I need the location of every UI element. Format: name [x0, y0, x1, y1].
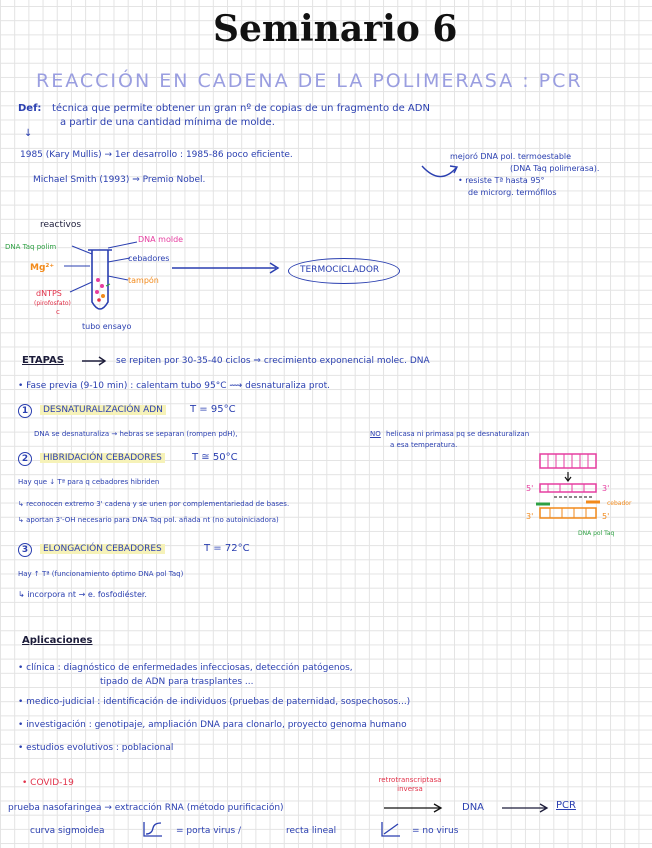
molde-label: DNA molde [138, 235, 184, 244]
step1-desc3: a esa temperatura. [390, 441, 458, 449]
page-title: Seminario 6 [213, 8, 458, 50]
step2-line3: ↳ aportan 3'-OH necesario para DNA Taq pol. añada nt (no autoiniciadora) [18, 516, 279, 524]
recta-lineal-label: recta lineal [286, 826, 337, 836]
arrow-down-icon: ↓ [24, 128, 33, 139]
aplicacion-clinica: • clínica : diagnóstico de enfermedades infecciosas, detección patógenos, [18, 663, 353, 673]
no-virus-label: = no virus [412, 826, 459, 836]
label-3prime-a: 3' [602, 484, 610, 493]
arrow-to-pcr [502, 803, 550, 813]
aplicaciones-label: Aplicaciones [22, 635, 93, 646]
curved-arrow-icon [420, 162, 460, 182]
reagent-arrows [40, 234, 140, 304]
history-note3: • resiste Tª hasta 95° [458, 176, 545, 185]
etapas-summary: se repiten por 30-35-40 ciclos ⇒ crecimiento exponencial molec. DNA [116, 356, 430, 366]
step2-temp: T ≅ 50°C [192, 452, 238, 463]
step2-line1: Hay que ↓ Tª para q cebadores hibriden [18, 478, 160, 486]
step3-line1: Hay ↑ Tª (funcionamiento óptimo DNA pol Taq) [18, 570, 184, 578]
cebadores-label: cebadores [128, 254, 170, 263]
aplicacion-medico-judicial: • medico-judicial : identificación de individuos (pruebas de paternidad, sospechosos...) [18, 697, 411, 707]
curva-sigmoidea-label: curva sigmoidea [30, 826, 105, 836]
dntps-sub-label: (pirofosfato) [34, 300, 71, 307]
hybridization-diagram [530, 450, 640, 540]
step3-title: ELONGACIÓN CEBADORES [40, 544, 165, 554]
step1-desc2: helicasa ni primasa pq se desnaturalizan [386, 430, 530, 438]
dna-pol-taq-label: DNA pol Taq [578, 530, 615, 537]
step1-no: NO [370, 430, 381, 438]
tampon-label: tampón [128, 276, 159, 285]
retrotranscriptasa-label: retrotranscriptasa inversa [378, 776, 442, 793]
reactivos-label: reactivos [40, 220, 82, 230]
history-line2: Michael Smith (1993) ⇒ Premio Nobel. [33, 175, 206, 185]
arrow-to-dna [384, 803, 444, 813]
step3-line2: ↳ incorpora nt → e. fosfodiéster. [18, 590, 147, 599]
taq-label: DNA Taq polim [5, 243, 57, 251]
pcr-label: PCR [556, 800, 576, 811]
definition-label: Def: [18, 103, 42, 114]
step2-number: 2 [18, 452, 32, 466]
step1-temp: T = 95°C [190, 404, 236, 415]
tubo-label: tubo ensayo [82, 322, 132, 331]
mg-label: Mg²⁺ [30, 263, 55, 273]
step1-number: 1 [18, 404, 32, 418]
history-note1: mejoró DNA pol. termoestable [450, 152, 572, 161]
etapas-label: ETAPAS [22, 355, 64, 366]
definition-line2: a partir de una cantidad mínima de molde. [60, 117, 275, 128]
label-3prime-b: 3' [526, 512, 534, 521]
termociclador-label: TERMOCICLADOR [300, 265, 380, 275]
definition-line1: técnica que permite obtener un gran nº de copias de un fragmento de ADN [52, 103, 430, 114]
dntps-label: dNTPS [36, 289, 62, 298]
label-5prime-b: 5' [602, 512, 610, 521]
label-5prime-a: 5' [526, 484, 534, 493]
covid-flow: prueba nasofaringea → extracción RNA (método purificación) [8, 803, 284, 813]
history-note2: (DNA Taq polimerasa). [510, 164, 600, 173]
porta-virus-label: = porta virus / [176, 826, 242, 836]
linear-curve-icon [380, 820, 402, 838]
arrow-right-icon [82, 356, 108, 366]
fase-previa: • Fase previa (9-10 min) : calentam tubo 95°C ⟿ desnaturaliza prot. [18, 381, 330, 391]
dntps-c-label: c [56, 308, 60, 316]
step1-desc: DNA se desnaturaliza → hebras se separan (rompen pdH), [34, 430, 238, 438]
aplicacion-estudios: • estudios evolutivos : poblacional [18, 743, 174, 753]
step3-number: 3 [18, 543, 32, 557]
covid-label: • COVID-19 [22, 778, 74, 788]
step3-temp: T = 72°C [204, 543, 250, 554]
step1-title: DESNATURALIZACIÓN ADN [40, 405, 166, 415]
pcr-heading: REACCIÓN EN CADENA DE LA POLIMERASA : PCR [36, 70, 583, 92]
step2-title: HIBRIDACIÓN CEBADORES [40, 453, 165, 463]
aplicacion-investigacion: • investigación : genotipaje, ampliación DNA para clonarlo, proyecto genoma humano [18, 720, 407, 730]
cebador-label: cebador [607, 500, 632, 507]
aplicacion-clinica-2: tipado de ADN para trasplantes ... [100, 677, 254, 687]
dna-label: DNA [462, 802, 485, 813]
sigmoid-curve-icon [142, 820, 164, 838]
history-note4: de microrg. termófilos [468, 188, 557, 197]
history-line1: 1985 (Kary Mullis) → 1er desarrollo : 1985-86 poco eficiente. [20, 150, 293, 160]
step2-line2: ↳ reconocen extremo 3' cadena y se unen por complementariedad de bases. [18, 500, 290, 508]
arrow-to-termociclador [172, 262, 282, 274]
